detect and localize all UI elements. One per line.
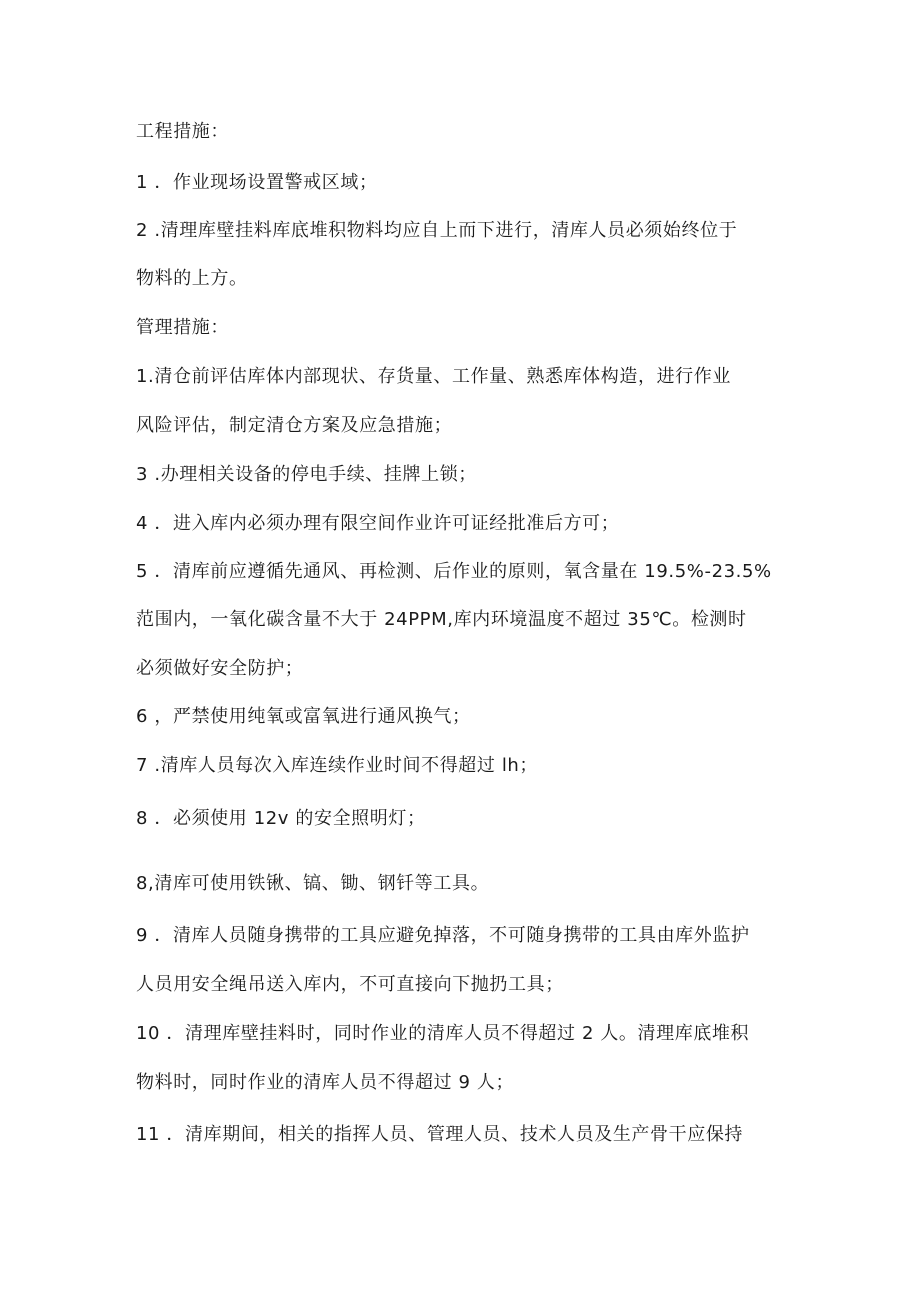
paragraph-line: 物料的上方。 [136, 268, 248, 289]
paragraph-line: 2 .清理库壁挂料库底堆积物料均应自上而下进行，清库人员必须始终位于 [136, 220, 738, 241]
paragraph-line: 物料时，同时作业的清库人员不得超过 9 人； [136, 1072, 515, 1093]
paragraph-line: 9 ．清库人员随身携带的工具应避免掉落，不可随身携带的工具由库外监护 [136, 925, 750, 946]
paragraph-line: 风险评估，制定清仓方案及应急措施； [136, 415, 453, 436]
paragraph-line: 7 .清库人员每次入库连续作业时间不得超过 lh； [136, 755, 539, 776]
engineering-measures-heading: 工程措施： [136, 121, 229, 142]
paragraph-line: 人员用安全绳吊送入库内，不可直接向下抛扔工具； [136, 974, 564, 995]
paragraph-line: 8,清库可使用铁锹、镐、锄、钢钎等工具。 [136, 873, 490, 894]
paragraph-line: 5 ．清库前应遵循先通风、再检测、后作业的原则，氧含量在 19.5%-23.5% [136, 561, 772, 582]
paragraph-line: 10 ．清理库壁挂料时，同时作业的清库人员不得超过 2 人。清理库底堆积 [136, 1023, 750, 1044]
paragraph-line: 1.清仓前评估库体内部现状、存货量、工作量、熟悉库体构造，进行作业 [136, 366, 731, 387]
paragraph-line: 8 ．必须使用 12v 的安全照明灯； [136, 808, 426, 829]
paragraph-line: 1 ．作业现场设置警戒区域； [136, 172, 378, 193]
management-measures-heading: 管理措施： [136, 317, 229, 338]
paragraph-line: 4 ．进入库内必须办理有限空间作业许可证经批准后方可； [136, 513, 620, 534]
paragraph-line: 范围内，一氧化碳含量不大于 24PPM,库内环境温度不超过 35℃。检测时 [136, 609, 747, 630]
paragraph-line: 3 .办理相关设备的停电手续、挂牌上锁； [136, 464, 477, 485]
paragraph-line: 6 ，严禁使用纯氧或富氧进行通风换气； [136, 706, 471, 727]
paragraph-line: 11 ．清库期间，相关的指挥人员、管理人员、技术人员及生产骨干应保持 [136, 1124, 744, 1145]
paragraph-line: 必须做好安全防护； [136, 658, 304, 679]
